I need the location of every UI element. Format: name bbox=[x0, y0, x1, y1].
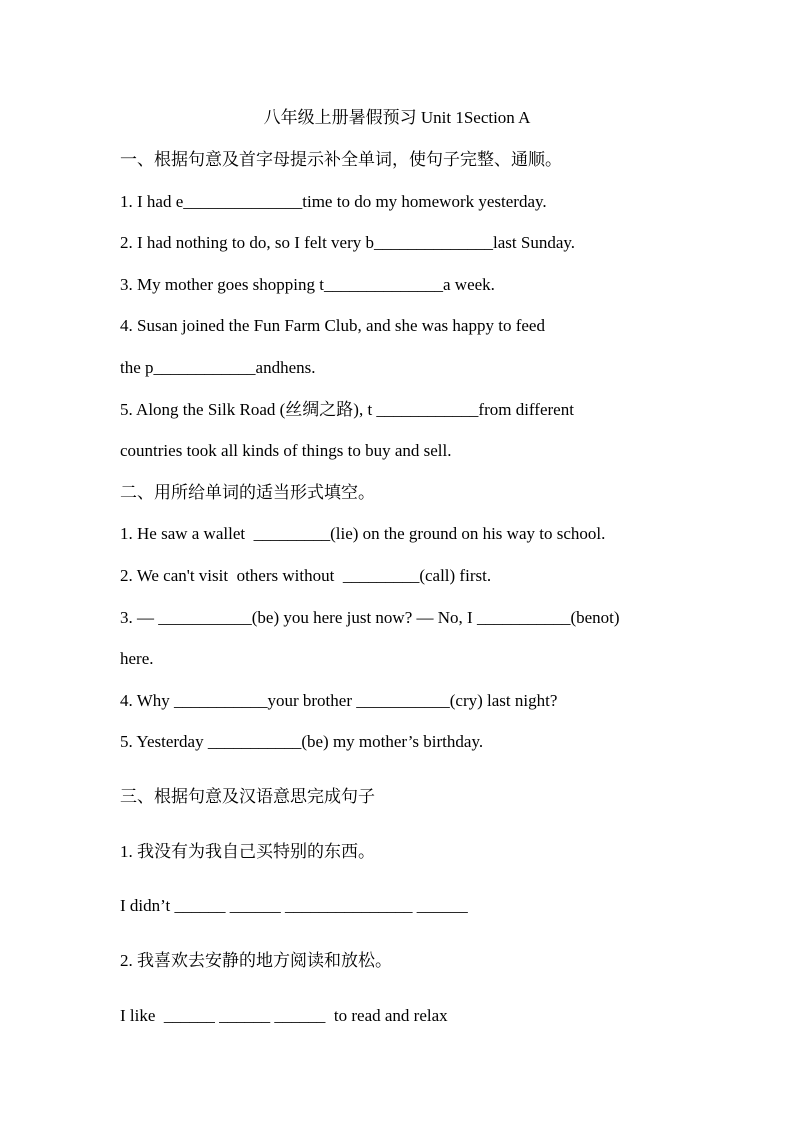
section-2-question-4: 4. Why ___________your brother ___________(cry) last night? bbox=[120, 691, 558, 710]
section-3-question-2: 2. 我喜欢去安静的地方阅读和放松。 bbox=[120, 951, 392, 970]
section-3-answer-2: I like ______ ______ ______ to read and relax bbox=[120, 1006, 448, 1025]
section-1-question-1: 1. I had e______________time to do my homework yesterday. bbox=[120, 192, 547, 211]
page-title: 八年级上册暑假预习 Unit 1Section A bbox=[263, 108, 531, 127]
section-1-question-2: 2. I had nothing to do, so I felt very b______________last Sunday. bbox=[120, 233, 576, 252]
section-2-question-3: 3. — ___________(be) you here just now? — No, I ___________(benot) bbox=[120, 608, 620, 627]
section-1-question-5-cont: countries took all kinds of things to buy and sell. bbox=[120, 441, 452, 460]
section-1-heading: 一、根据句意及首字母提示补全单词，使句子完整、通顺。 bbox=[120, 150, 562, 169]
section-2-question-3-cont: here. bbox=[120, 649, 154, 668]
section-3-heading: 三、根据句意及汉语意思完成句子 bbox=[120, 787, 375, 806]
section-2-question-2: 2. We can't visit others without _________(call) first. bbox=[120, 566, 492, 585]
section-2-question-1: 1. He saw a wallet _________(lie) on the ground on his way to school. bbox=[120, 524, 606, 543]
section-1-question-4: 4. Susan joined the Fun Farm Club, and she was happy to feed bbox=[120, 316, 545, 335]
section-3-answer-1: I didn’t ______ ______ _______________ ______ bbox=[120, 896, 468, 915]
section-1-question-5: 5. Along the Silk Road (丝绸之路), t ____________from different bbox=[120, 400, 574, 419]
section-1-question-4-cont: the p____________andhens. bbox=[120, 358, 316, 377]
section-1-question-3: 3. My mother goes shopping t______________a week. bbox=[120, 275, 495, 294]
section-3-question-1: 1. 我没有为我自己买特别的东西。 bbox=[120, 842, 375, 861]
section-2-question-5: 5. Yesterday ___________(be) my mother’s birthday. bbox=[120, 732, 484, 751]
section-2-heading: 二、用所给单词的适当形式填空。 bbox=[120, 483, 375, 502]
